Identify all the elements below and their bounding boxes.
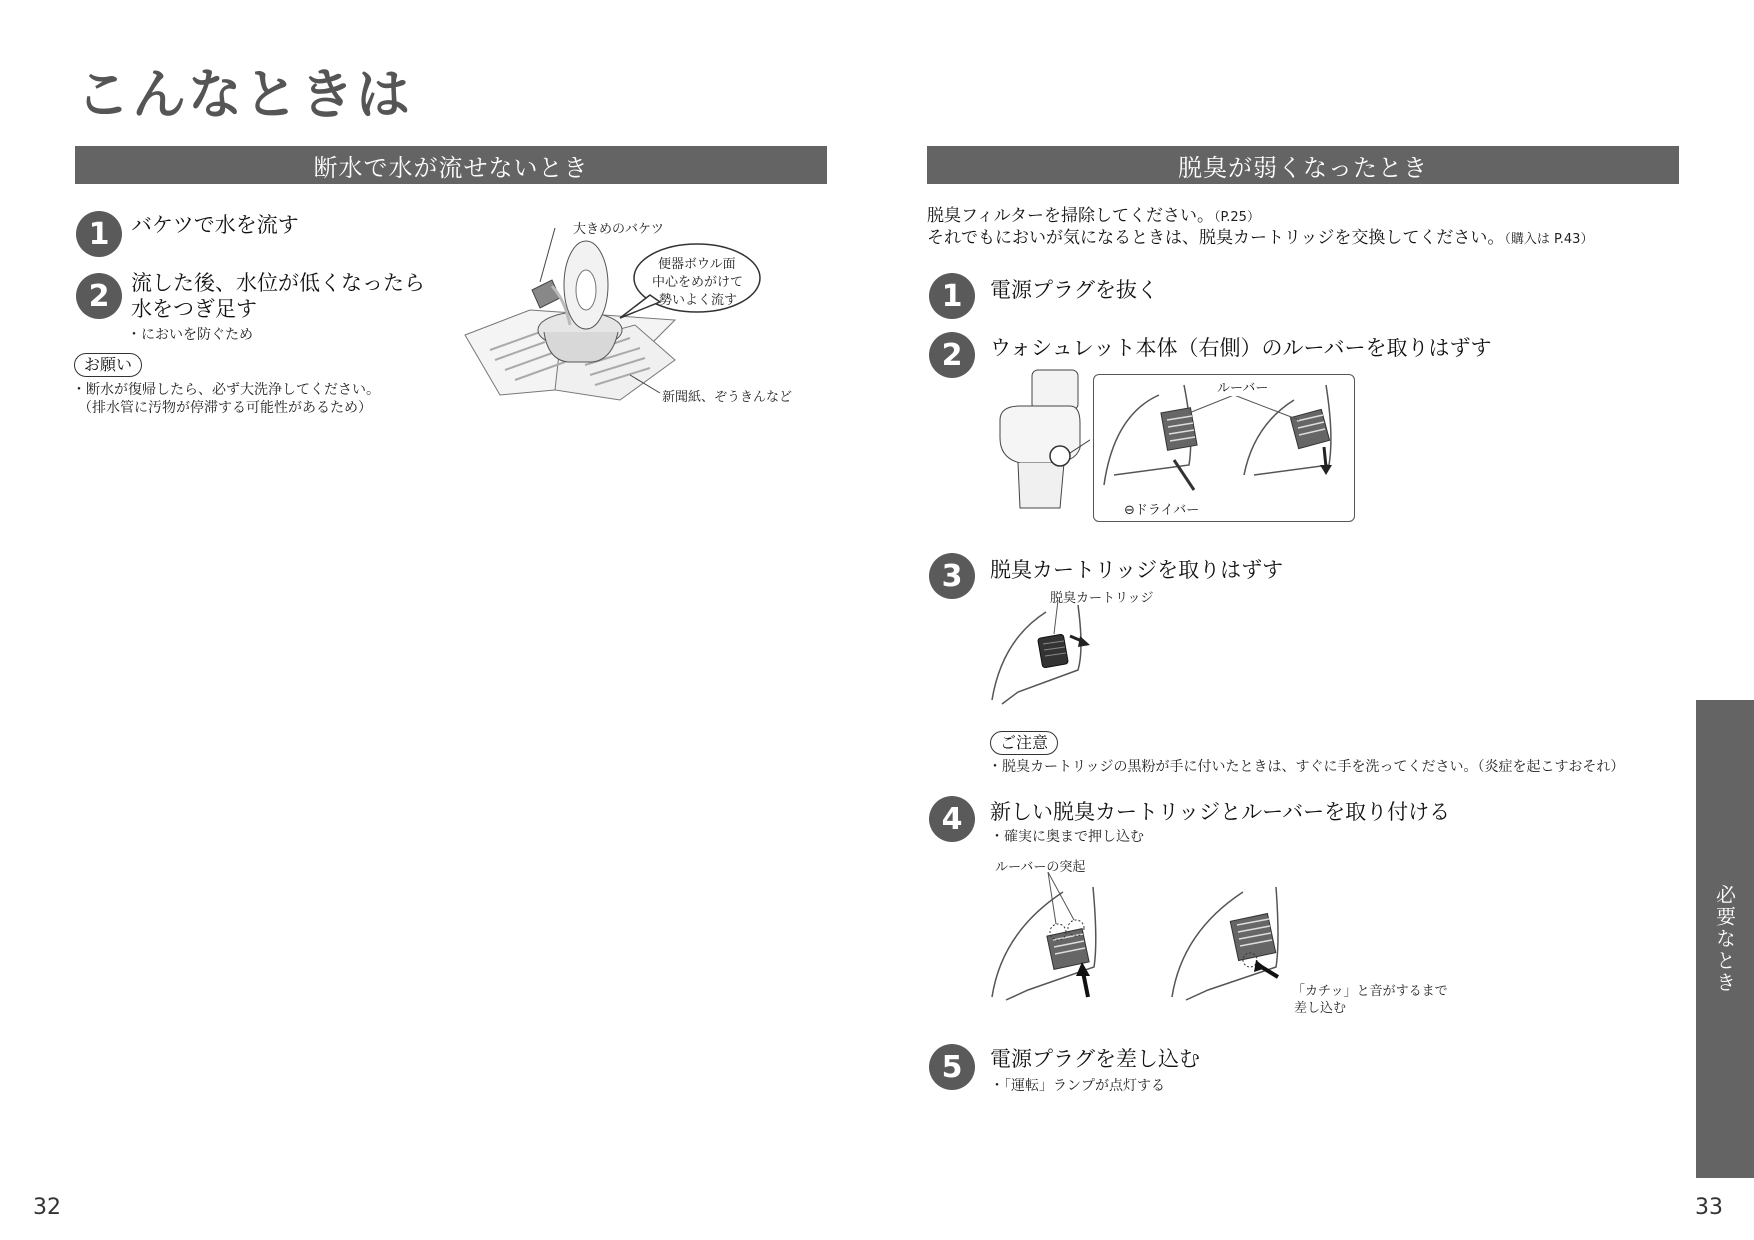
louver-install-illustration	[988, 872, 1328, 1012]
left-step-2-text-line2: 水をつぎ足す	[131, 297, 257, 321]
intro-line2	[927, 223, 1593, 248]
right-step-2-text: ウォシュレット本体（右側）のルーバーを取りはずす	[990, 336, 1492, 360]
request-note-line1: ・断水が復帰したら、必ず大洗浄してください。	[72, 382, 380, 398]
request-tag: お願い	[74, 353, 142, 377]
right-step-5-number: 5	[929, 1044, 975, 1090]
right-step-4-sub: ・確実に奥まで押し込む	[990, 829, 1144, 845]
right-section-banner: 脱臭が弱くなったとき	[927, 146, 1679, 184]
right-step-1-text: 電源プラグを抜く	[990, 278, 1158, 302]
request-note-line2: （排水管に汚物が停滞する可能性があるため）	[78, 400, 372, 416]
cartridge-svg	[988, 600, 1108, 710]
left-page-number: 32	[33, 1195, 61, 1220]
right-page-number: 33	[1695, 1195, 1723, 1220]
click-label-line1: 「カチッ」と音がするまで	[1292, 984, 1448, 999]
bubble-text-line1: 便器ボウル面	[658, 257, 736, 272]
bubble-text-line2: 中心をめがけて	[652, 275, 744, 290]
side-tab: 必要なとき	[1696, 700, 1754, 1178]
intro-ref2: （購入は P.43）	[1504, 232, 1594, 247]
left-step-2-text-line1: 流した後、水位が低くなったら	[131, 271, 425, 295]
left-step-2-number: 2	[76, 273, 122, 319]
click-label-line2: 差し込む	[1294, 1001, 1347, 1016]
right-step-2-number: 2	[929, 332, 975, 378]
left-section-banner: 断水で水が流せないとき	[75, 146, 827, 184]
left-step-2-sub: ・においを防ぐため	[127, 327, 253, 343]
right-step-3-number: 3	[929, 553, 975, 599]
louver-label: ルーバー	[1215, 377, 1270, 396]
driver-label: ⊖ドライバー	[1124, 503, 1200, 518]
bucket-label: 大きめのバケツ	[573, 222, 664, 237]
caution-tag: ご注意	[990, 731, 1058, 755]
right-step-3-text: 脱臭カートリッジを取りはずす	[990, 558, 1284, 582]
cartridge-label: 脱臭カートリッジ	[1050, 591, 1154, 606]
left-step-1-number: 1	[76, 211, 122, 257]
left-step-1-text: バケツで水を流す	[131, 213, 299, 237]
louver-install-svg	[988, 872, 1328, 1012]
right-step-4-number: 4	[929, 796, 975, 842]
right-step-4-text: 新しい脱臭カートリッジとルーバーを取り付ける	[990, 800, 1451, 824]
cartridge-illustration	[988, 600, 1108, 710]
protrusion-label: ルーバーの突起	[995, 860, 1086, 875]
paper-label: 新聞紙、ぞうきんなど	[662, 390, 793, 405]
right-step-5-sub: ・「運転」ランプが点灯する	[990, 1078, 1165, 1094]
intro-line2-text: それでもにおいが気になるときは、脱臭カートリッジを交換してください。	[927, 228, 1505, 248]
intro-line1-text: 脱臭フィルターを掃除してください。	[927, 206, 1214, 226]
bubble-text-line3: 勢いよく流す	[659, 293, 738, 308]
toilet-svg	[990, 368, 1090, 518]
page-title: こんなときは	[76, 63, 412, 126]
caution-note: ・脱臭カートリッジの黒粉が手に付いたときは、すぐに手を洗ってください。（炎症を起こすおそれ）	[988, 759, 1625, 775]
toilet-illustration	[990, 368, 1090, 518]
right-step-5-text: 電源プラグを差し込む	[990, 1047, 1200, 1071]
intro-ref1: （P.25）	[1213, 210, 1260, 225]
right-step-1-number: 1	[929, 273, 975, 319]
